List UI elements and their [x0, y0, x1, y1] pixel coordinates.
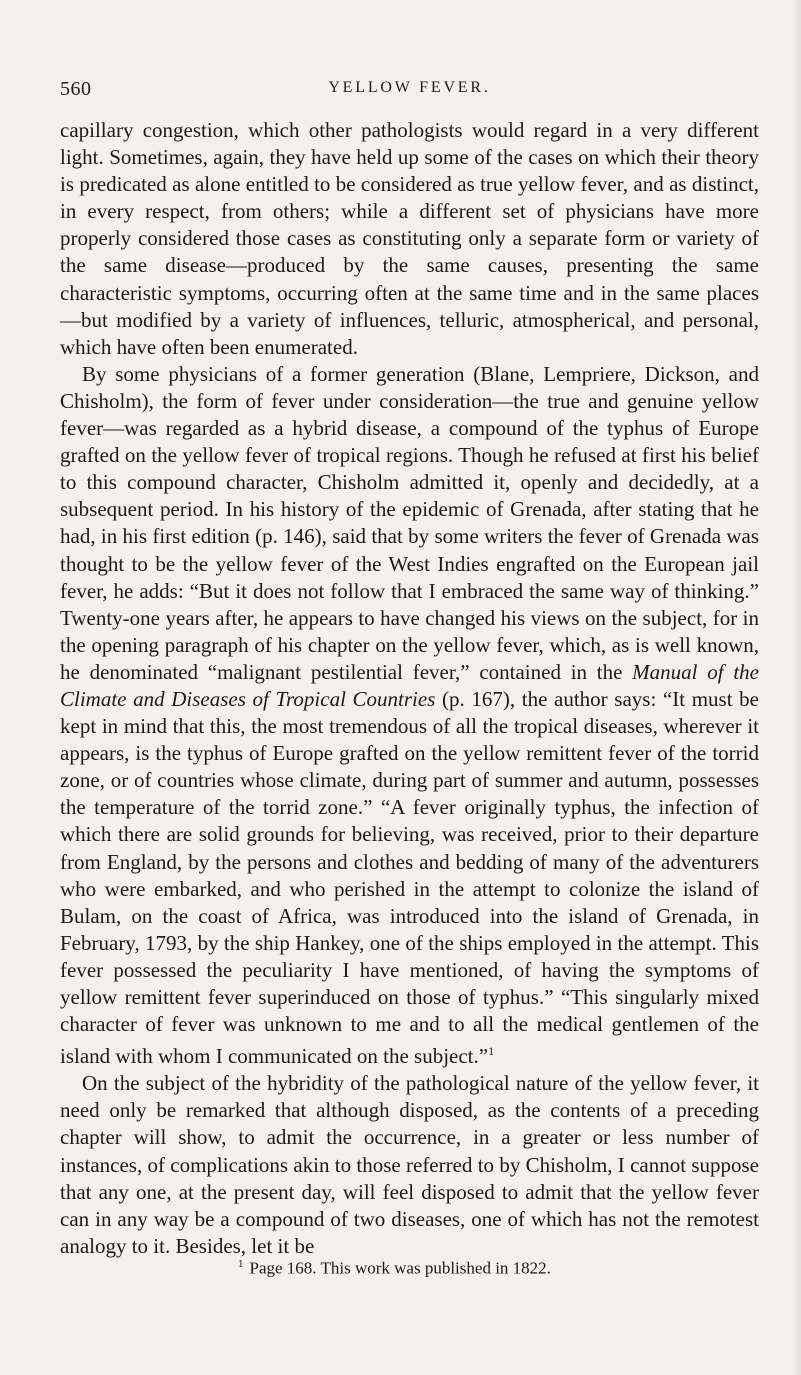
footnote-marker: 1 [238, 1258, 244, 1270]
book-title: Manual of the Climate and Diseases of Tropical Countries [60, 659, 759, 711]
paragraph-2 [60, 361, 759, 1070]
page-edge-shadow [791, 0, 801, 1375]
footnote [238, 1253, 738, 1280]
body-text [60, 117, 759, 1260]
paragraph-1-text: capillary congestion, which other pathologists would regard in a very different light. Sometimes, again, they have held up some of the cases on which their theory is predicated as alone entitled to be considered as true yellow fever, and as distinct, in every respect, from others; while a different set of physicians have more properly considered those cases as constituting only a separate form or variety of the same disease—produced by the same causes, presenting the same characteristic symptoms, occurring often at the same time and in the same places—but modified by a variety of influences, telluric, atmospherical, and personal, which have often been enumerated. [60, 118, 759, 359]
footnote-text: Page 168. This work was published in 1822. [249, 1258, 551, 1278]
running-head: YELLOW FEVER. [328, 79, 491, 96]
page-number: 560 [60, 78, 92, 100]
page-header [60, 78, 759, 108]
paragraph-3-text: On the subject of the hybridity of the pathological nature of the yellow fever, it need only be remarked that although disposed, as the contents of a preceding chapter will show, to admit the occurrence, in a greater or less number of instances, of complications akin to those referred to by Chisholm, I cannot suppose that any one, at the present day, will feel disposed to admit that the yellow fever can in any way be a compound of two diseases, one of which has not the remotest analogy to it. Besides, let it be [60, 1071, 759, 1258]
paragraph-3 [60, 1070, 759, 1260]
paragraph-2-text-b: (p. 167), the author says: “It must be kept in mind that this, the most tremendous of all the tropical diseases, wherever it appears, is the typhus of Europe grafted on the yellow remittent fever of the torrid zone, or of countries whose climate, during part of summer and autumn, possesses the temperature of the torrid zone.” “A fever originally typhus, the infection of which there are solid grounds for believing, was received, prior to their departure from England, by the persons and clothes and bedding of many of the adventurers who were embarked, and who perished in the attempt to colonize the island of Bulam, on the coast of Africa, was introduced into the island of Grenada, in February, 1793, by the ship Hankey, one of the ships employed in the attempt. This fever possessed the peculiarity I have mentioned, of having the symptoms of yellow remittent fever superinduced on those of typhus.” “This singularly mixed character of fever was unknown to me and to all the medical gentlemen of the island with whom I communicated on the subject.” [60, 686, 759, 1069]
paragraph-2-text-a: By some physicians of a former generation (Blane, Lempriere, Dickson, and Chisholm), the form of fever under consideration—the true and genuine yellow fever—was regarded as a hybrid disease, a compound of the typhus of Europe grafted on the yellow fever of tropical regions. Though he refused at first his belief to this compound character, Chisholm admitted it, openly and decidedly, at a subsequent period. In his history of the epidemic of Grenada, after stating that he had, in his first edition (p. 146), said that by some writers the fever of Grenada was thought to be the yellow fever of the West Indies engrafted on the European jail fever, he adds: “But it does not follow that I embraced the same way of thinking.” Twenty-one years after, he appears to have changed his views on the subject, for in the opening paragraph of his chapter on the yellow fever, which, as is well known, he denominated “malignant pestilential fever,” contained in the [60, 361, 759, 684]
footnote-reference: 1 [488, 1044, 495, 1059]
paragraph-1 [60, 117, 759, 361]
